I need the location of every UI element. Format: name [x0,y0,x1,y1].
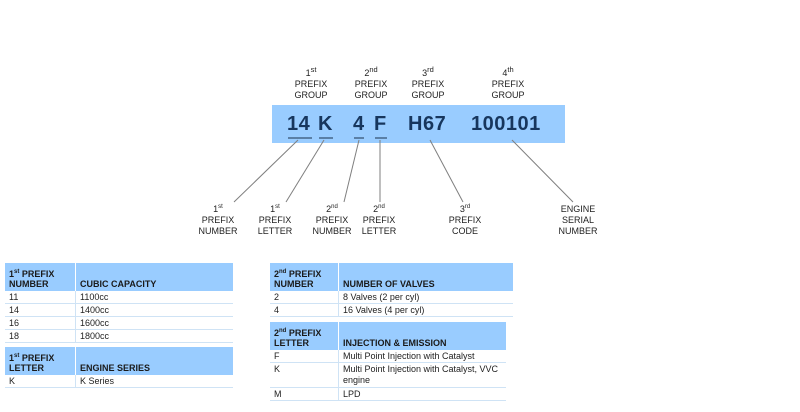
table-row: F Multi Point Injection with Catalyst [270,350,506,363]
callout-3rd-prefix-code: 3rd PREFIX CODE [448,204,482,236]
leader-line-1st-prefix-letter [286,140,324,202]
table-row: 11 1100cc [5,291,233,304]
column-header-2nd-prefix-number: 2nd PREFIX NUMBER [270,263,339,291]
table-row: K K Series [5,375,233,388]
engine-series-table [5,347,233,388]
leader-line-engine-serial [512,140,573,202]
code-segment-prefix-number: 14 [287,113,311,135]
callout-2nd-prefix-number: 2nd PREFIX NUMBER [312,204,352,236]
table-row: 4 16 Valves (4 per cyl) [270,304,513,317]
callout-1st-prefix-number: 1st PREFIX NUMBER [198,204,238,236]
number-of-valves-table [270,263,513,317]
code-segment-3rd-prefix-code: H67 [408,113,447,135]
table-header-row [5,263,233,291]
code-segment-2nd-prefix-letter: F [374,113,387,135]
callout-engine-serial-number: ENGINE SERIAL NUMBER [558,204,598,236]
table-header-row [5,347,233,375]
table-row: 18 1800cc [5,330,233,343]
table-row: 2 8 Valves (2 per cyl) [270,291,513,304]
column-header-engine-series: ENGINE SERIES [76,347,234,375]
prefix-group-label-3: 3rd PREFIX GROUP [411,65,445,100]
table-row: 16 1600cc [5,317,233,330]
code-segment-prefix-letter: K [318,113,333,135]
code-segment-engine-serial: 100101 [471,113,541,135]
cubic-capacity-table [5,263,233,343]
table-row: M LPD [270,388,506,401]
table-row: K Multi Point Injection with Catalyst, VVC engine [270,363,506,388]
table-row: 14 1400cc [5,304,233,317]
leader-line-1st-prefix-number [234,140,298,202]
prefix-group-label-2: 2nd PREFIX GROUP [354,65,388,100]
table-header-row [270,263,513,291]
column-header-number-of-valves: NUMBER OF VALVES [339,263,514,291]
column-header-2nd-prefix-letter: 2nd PREFIX LETTER [270,322,339,350]
injection-emission-table [270,322,506,401]
leader-line-3rd-prefix-code [430,140,463,202]
column-header-injection-emission: INJECTION & EMISSION [339,322,507,350]
column-header-cubic-capacity: CUBIC CAPACITY [76,263,234,291]
callout-1st-prefix-letter: 1st PREFIX LETTER [257,204,293,236]
prefix-group-label-1: 1st PREFIX GROUP [294,65,328,100]
column-header-prefix-letter: 1st PREFIX LETTER [5,347,76,375]
code-segment-2nd-prefix-number: 4 [353,113,365,135]
table-header-row [270,322,506,350]
prefix-group-label-4: 4th PREFIX GROUP [491,65,525,100]
leader-line-2nd-prefix-number [344,140,359,202]
callout-2nd-prefix-letter: 2nd PREFIX LETTER [361,204,397,236]
column-header-prefix-number: 1st PREFIX NUMBER [5,263,76,291]
